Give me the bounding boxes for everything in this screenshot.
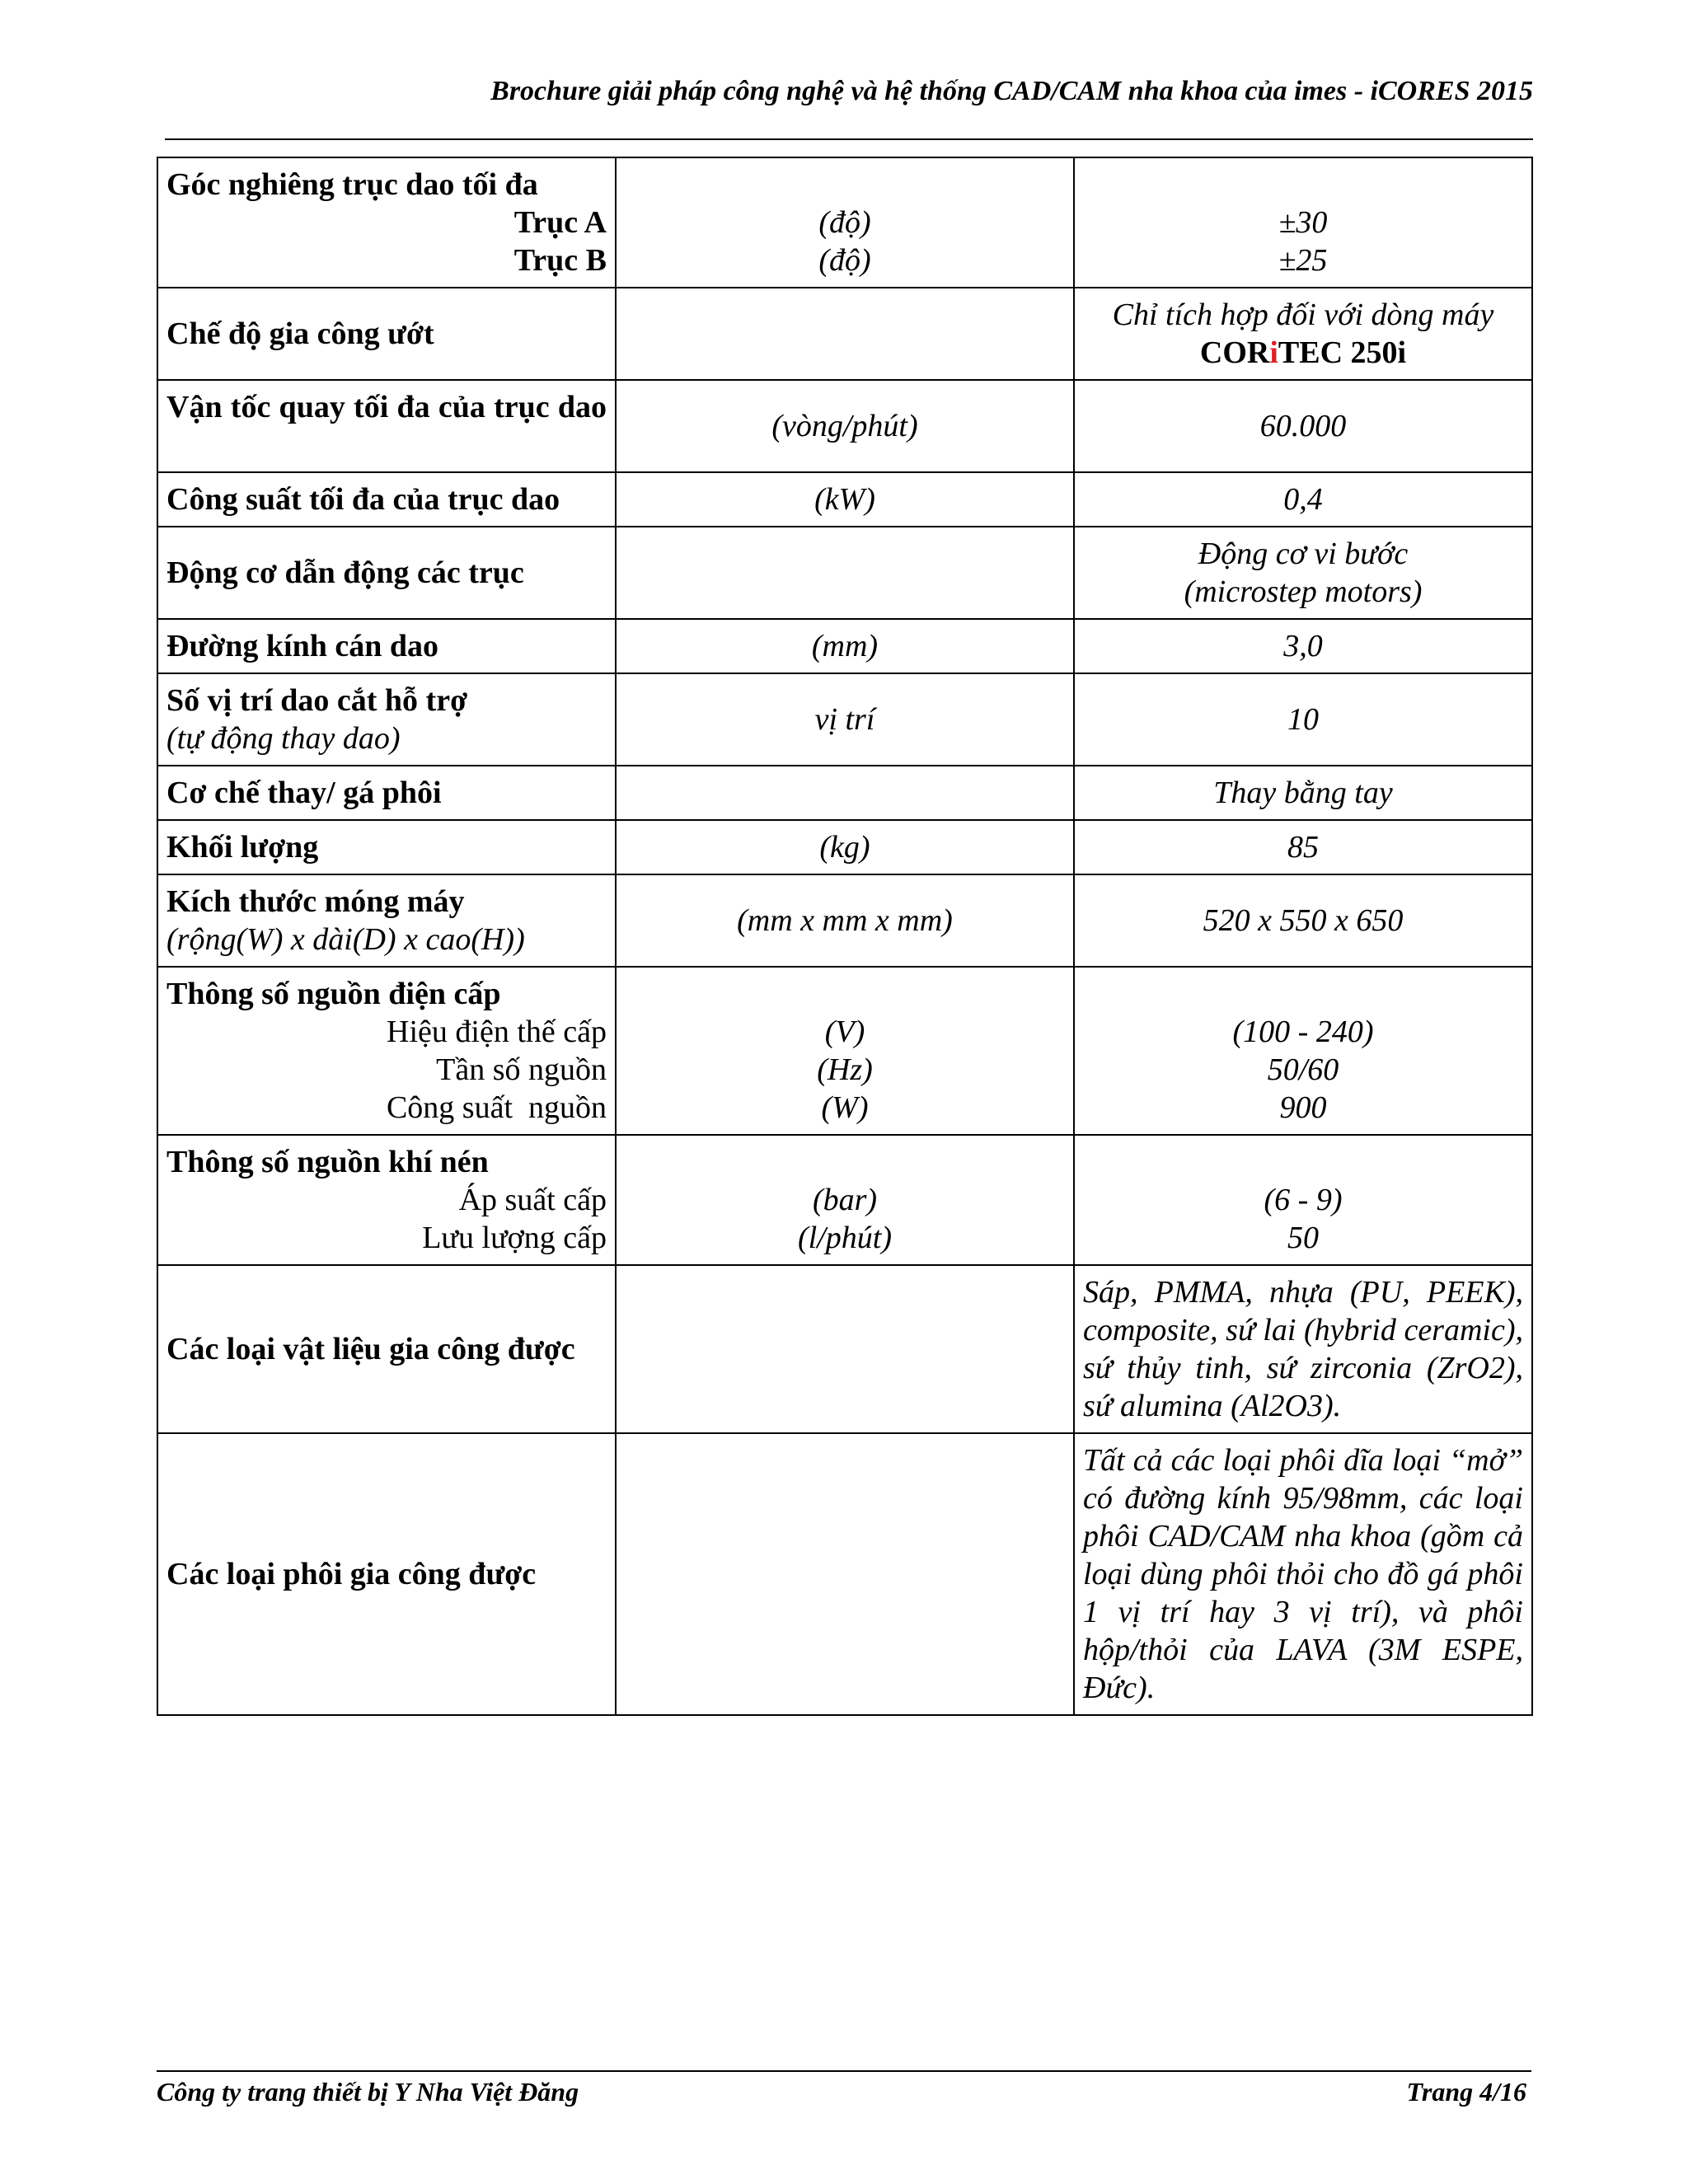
brand-name — [1083, 334, 1523, 372]
row-label: Đường kính cán dao — [157, 619, 616, 673]
table-row — [157, 874, 1532, 967]
table-row — [157, 472, 1532, 527]
row-unit — [616, 1433, 1074, 1715]
row-unit — [616, 1265, 1074, 1433]
row-label-text: Kích thước móng máy — [166, 884, 465, 919]
table-row — [157, 766, 1532, 820]
row-label: Công suất tối đa của trục dao — [157, 472, 616, 527]
row-unit: (mm x mm x mm) — [616, 874, 1074, 967]
table-row — [157, 527, 1532, 619]
brand-suffix: TEC 250i — [1278, 335, 1407, 370]
unit-text: (độ) — [818, 243, 871, 278]
row-label: Các loại phôi gia công được — [157, 1433, 616, 1715]
row-value — [1074, 157, 1532, 288]
unit-text: (l/phút) — [798, 1221, 892, 1255]
value-text: (100 - 240) — [1232, 1015, 1374, 1049]
row-unit: (kg) — [616, 820, 1074, 874]
brand-accent: i — [1269, 335, 1278, 370]
page-header-title: Brochure giải pháp công nghệ và hệ thống CAD/CAM nha khoa của imes - iCORES 2015 — [490, 76, 1533, 106]
table-row — [157, 967, 1532, 1135]
row-unit — [616, 967, 1074, 1135]
row-label-text: Số vị trí dao cắt hỗ trợ — [166, 683, 468, 718]
row-unit: (mm) — [616, 619, 1074, 673]
row-unit — [616, 766, 1074, 820]
row-value: 0,4 — [1074, 472, 1532, 527]
table-row — [157, 619, 1532, 673]
table-row — [157, 1135, 1532, 1265]
header-divider — [165, 138, 1533, 140]
row-value — [1074, 527, 1532, 619]
row-value — [1074, 288, 1532, 380]
brand-prefix: COR — [1199, 335, 1270, 370]
table-row — [157, 288, 1532, 380]
table-row — [157, 1265, 1532, 1433]
row-unit — [616, 157, 1074, 288]
unit-text: (độ) — [818, 205, 871, 240]
value-text: Động cơ vi bước — [1198, 537, 1409, 571]
unit-text: (Hz) — [817, 1052, 873, 1087]
row-label-text: Thông số nguồn điện cấp — [166, 977, 501, 1011]
sub-label: Hiệu điện thế cấp — [387, 1015, 607, 1049]
unit-text: (W) — [821, 1090, 869, 1125]
spec-table — [157, 157, 1533, 1716]
row-value: 60.000 — [1074, 380, 1532, 472]
row-label — [157, 874, 616, 967]
row-label-text: Góc nghiêng trục dao tối đa — [166, 167, 538, 202]
row-label — [157, 157, 616, 288]
row-value: 85 — [1074, 820, 1532, 874]
row-label — [157, 673, 616, 766]
row-label-note: (rộng(W) x dài(D) x cao(H)) — [166, 922, 525, 957]
row-unit — [616, 288, 1074, 380]
sub-label: Lưu lượng cấp — [422, 1221, 607, 1255]
sub-label: Áp suất cấp — [458, 1183, 607, 1217]
row-value: 520 x 550 x 650 — [1074, 874, 1532, 967]
row-label: Các loại vật liệu gia công được — [157, 1265, 616, 1433]
table-row — [157, 820, 1532, 874]
table-row — [157, 157, 1532, 288]
row-label — [157, 1135, 616, 1265]
value-text: (6 - 9) — [1264, 1183, 1343, 1217]
row-unit: vị trí — [616, 673, 1074, 766]
value-text: Chỉ tích hợp đối với dòng máy — [1112, 298, 1494, 332]
row-label-text: Thông số nguồn khí nén — [166, 1145, 489, 1179]
table-row — [157, 380, 1532, 472]
sub-label: Công suất nguồn — [386, 1090, 607, 1125]
unit-text: (bar) — [812, 1183, 878, 1217]
table-row — [157, 673, 1532, 766]
table-row — [157, 1433, 1532, 1715]
row-label: Khối lượng — [157, 820, 616, 874]
row-label: Vận tốc quay tối đa của trục dao — [157, 380, 616, 472]
value-text: ±25 — [1278, 243, 1328, 278]
value-text: 50 — [1287, 1221, 1319, 1255]
row-label: Chế độ gia công ướt — [157, 288, 616, 380]
footer-divider — [157, 2070, 1531, 2072]
row-value: Tất cả các loại phôi dĩa loại “mở” có đường kính 95/98mm, các loại phôi CAD/CAM nha khoa (gồm cả loại dùng phôi thỏi cho đồ gá phôi 1 vị trí hay 3 vị trí), và phôi hộp/thỏi của LAVA (3M ESPE, Đức). — [1074, 1433, 1532, 1715]
sub-label: Tần số nguồn — [436, 1052, 607, 1087]
row-label: Cơ chế thay/ gá phôi — [157, 766, 616, 820]
row-label: Động cơ dẫn động các trục — [157, 527, 616, 619]
sub-label: Trục B — [513, 243, 607, 278]
row-value: Thay bằng tay — [1074, 766, 1532, 820]
row-label-note: (tự động thay dao) — [166, 721, 401, 756]
value-text: 900 — [1279, 1090, 1327, 1125]
row-unit — [616, 1135, 1074, 1265]
row-unit: (kW) — [616, 472, 1074, 527]
row-value: 3,0 — [1074, 619, 1532, 673]
row-value: Sáp, PMMA, nhựa (PU, PEEK), composite, sứ lai (hybrid ceramic), sứ thủy tinh, sứ zirconia (ZrO2), sứ alumina (Al2O3). — [1074, 1265, 1532, 1433]
unit-text: (V) — [824, 1015, 865, 1049]
value-text: 50/60 — [1267, 1052, 1339, 1087]
footer-company: Công ty trang thiết bị Y Nha Việt Đăng — [157, 2077, 579, 2107]
row-value — [1074, 1135, 1532, 1265]
footer-page-number: Trang 4/16 — [1406, 2077, 1526, 2107]
row-unit — [616, 527, 1074, 619]
row-label — [157, 967, 616, 1135]
row-value: 10 — [1074, 673, 1532, 766]
value-text: ±30 — [1278, 205, 1328, 240]
sub-label: Trục A — [513, 205, 607, 240]
row-value — [1074, 967, 1532, 1135]
value-text: (microstep motors) — [1184, 574, 1423, 609]
row-unit: (vòng/phút) — [616, 380, 1074, 472]
